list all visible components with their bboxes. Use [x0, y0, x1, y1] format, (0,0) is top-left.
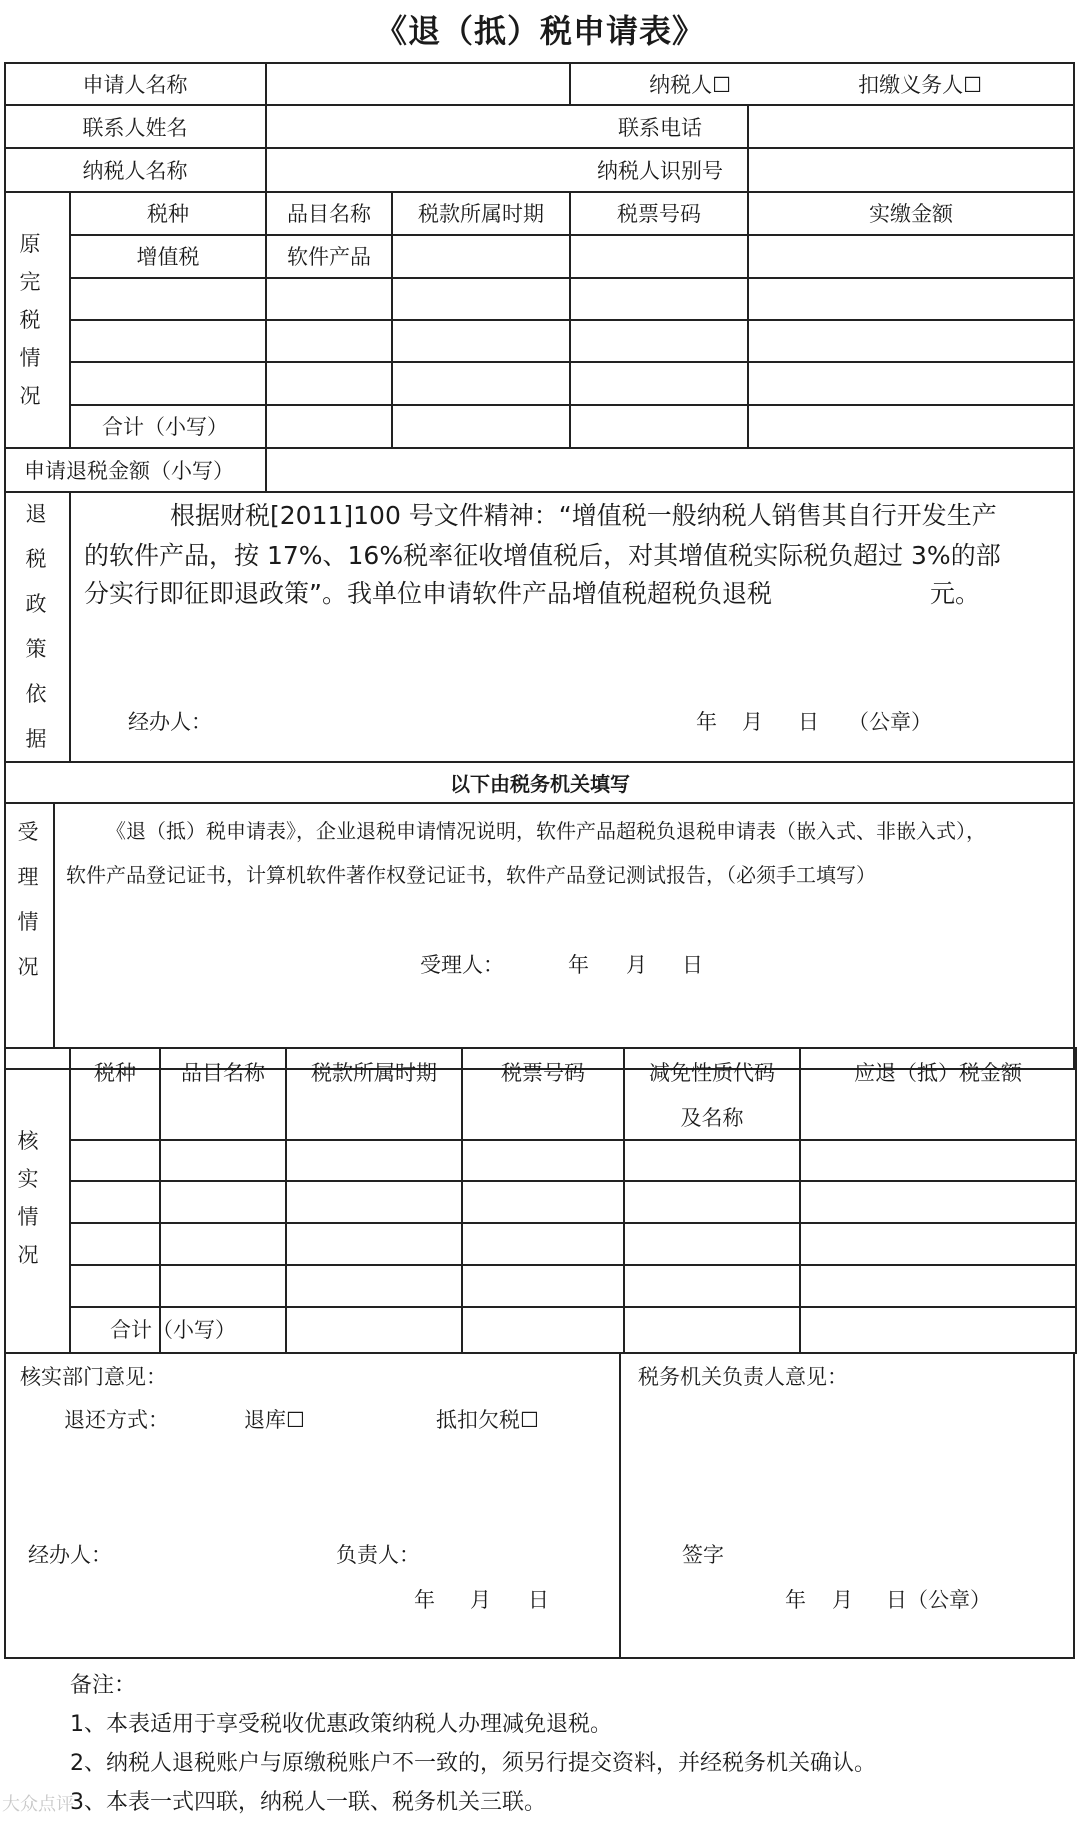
note-item-1: 1、本表适用于享受税收优惠政策纳税人办理减免退税。	[70, 1712, 612, 1737]
row1-item-name: 软件产品	[287, 245, 371, 269]
contact-name-label: 联系人姓名	[82, 116, 188, 140]
dept-year: 年	[414, 1588, 435, 1612]
offset-arrears-checkbox[interactable]: 抵扣欠税☐	[436, 1408, 539, 1432]
taxpayer-name-label: 纳税人名称	[82, 159, 188, 183]
acceptance-month: 月	[626, 953, 647, 977]
row1-tax-type: 增值税	[136, 245, 200, 269]
authority-month: 月	[832, 1588, 853, 1612]
acceptance-year: 年	[568, 953, 589, 977]
refund-amount-label: 申请退税金额（小写）	[24, 459, 234, 483]
original-tax-section-label: 原完税情况	[19, 232, 41, 408]
note-item-2: 2、纳税人退税账户与原缴税账户不一致的，须另行提交资料，并经税务机关确认。	[70, 1751, 876, 1776]
verify-column-tax-period: 税款所属时期	[311, 1061, 437, 1085]
policy-text-line2: 的软件产品，按 17%、16%税率征收增值税后，对其增值税实际税负超过 3%的部	[84, 541, 1001, 570]
policy-seal: （公章）	[848, 710, 932, 734]
verify-column-ticket-number: 税票号码	[501, 1061, 585, 1085]
authority-year: 年	[785, 1588, 806, 1612]
watermark: 大众点评	[2, 1794, 74, 1815]
policy-year: 年	[696, 710, 717, 734]
policy-text-line1: 根据财税[2011]100 号文件精神：“增值税一般纳税人销售其自行开发生产	[170, 501, 997, 530]
policy-text-line3: 分实行即征即退政策”。我单位申请软件产品增值税超税负退税	[84, 579, 772, 608]
dept-day: 日	[528, 1588, 549, 1612]
policy-day: 日	[798, 710, 819, 734]
policy-month: 月	[742, 710, 763, 734]
verify-total-label: 合计（小写）	[110, 1318, 236, 1342]
opinion-handler-label: 经办人：	[28, 1543, 112, 1567]
verify-column-tax-type: 税种	[94, 1061, 136, 1085]
authority-opinion-label: 税务机关负责人意见：	[638, 1365, 848, 1389]
dept-opinion-label: 核实部门意见：	[20, 1365, 167, 1389]
acceptance-section-label: 受理情况	[17, 820, 39, 979]
authority-header: 以下由税务机关填写	[450, 772, 630, 796]
form-title: 《退（抵）税申请表》	[374, 12, 705, 50]
note-item-3: 3、本表一式四联，纳税人一联、税务机关三联。	[70, 1790, 546, 1815]
column-header-ticket-number: 税票号码	[617, 202, 701, 226]
policy-text-yuan: 元。	[930, 579, 981, 608]
applicant-name-label: 申请人名称	[82, 73, 188, 97]
acceptor-label: 受理人：	[420, 953, 504, 977]
withholder-checkbox[interactable]: 扣缴义务人☐	[858, 73, 982, 97]
sign-label: 签字	[682, 1543, 724, 1567]
person-in-charge-label: 负责人：	[336, 1543, 420, 1567]
acceptance-line2: 软件产品登记证书，计算机软件著作权登记证书，软件产品登记测试报告，（必须手工填写）	[66, 863, 876, 887]
contact-phone-label: 联系电话	[618, 116, 702, 140]
taxpayer-checkbox[interactable]: 纳税人☐	[649, 73, 731, 97]
treasury-refund-checkbox[interactable]: 退库☐	[244, 1408, 305, 1432]
taxpayer-id-label: 纳税人识别号	[597, 159, 723, 183]
column-header-tax-period: 税款所属时期	[418, 202, 544, 226]
verify-column-refund-amount: 应退（抵）税金额	[854, 1061, 1022, 1085]
verify-column-exemption-name: 及名称	[680, 1106, 744, 1130]
policy-section-label: 退税政策依据	[25, 502, 47, 751]
notes-heading: 备注：	[70, 1673, 137, 1698]
column-header-item-name: 品目名称	[287, 202, 371, 226]
policy-handler-label: 经办人：	[128, 710, 212, 734]
acceptance-line1: 《退（抵）税申请表》，企业退税申请情况说明，软件产品超税负退税申请表（嵌入式、非嵌入式），	[106, 819, 986, 843]
verification-section-label: 核实情况	[17, 1129, 39, 1267]
dept-month: 月	[470, 1588, 491, 1612]
authority-day-seal: 日（公章）	[886, 1588, 991, 1612]
original-total-label: 合计（小写）	[102, 415, 228, 439]
column-header-tax-type: 税种	[147, 202, 189, 226]
acceptance-day: 日	[682, 953, 703, 977]
verify-column-exemption-code: 减免性质代码	[649, 1061, 775, 1085]
column-header-paid-amount: 实缴金额	[869, 202, 953, 226]
refund-method-label: 退还方式：	[64, 1408, 169, 1432]
verify-column-item-name: 品目名称	[181, 1061, 265, 1085]
